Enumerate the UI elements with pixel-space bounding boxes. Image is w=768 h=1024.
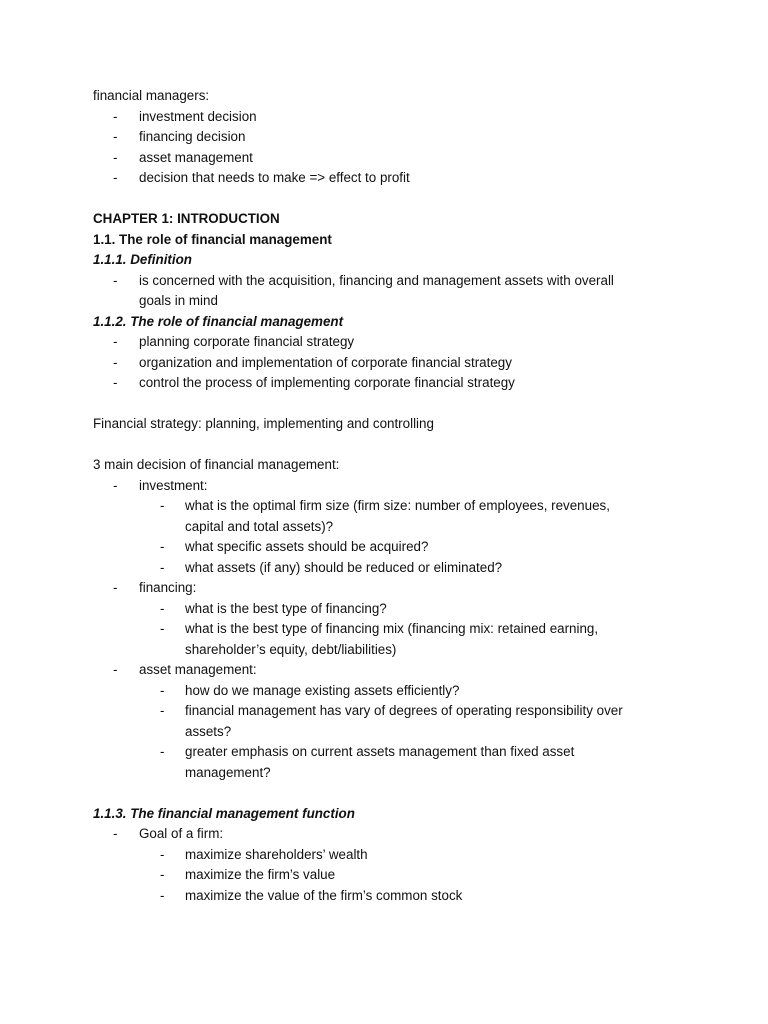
goal-label: Goal of a firm:	[139, 826, 224, 841]
section-title: 1.1. The role of financial management	[93, 232, 332, 247]
bullet-dash: -	[160, 867, 165, 882]
asset-management-question: how do we manage existing assets efficiently?	[185, 683, 460, 698]
asset-management-question-continued: management?	[185, 765, 271, 780]
bullet-dash: -	[113, 150, 118, 165]
bullet-dash: -	[113, 355, 118, 370]
bullet-dash: -	[113, 478, 118, 493]
role-item: organization and implementation of corporate financial strategy	[139, 355, 512, 370]
bullet-dash: -	[113, 826, 118, 841]
asset-management-label: asset management:	[139, 662, 257, 677]
financing-question: what is the best type of financing?	[185, 601, 387, 616]
bullet-dash: -	[113, 375, 118, 390]
investment-label: investment:	[139, 478, 208, 493]
financing-question-continued: shareholder’s equity, debt/liabilities)	[185, 642, 397, 657]
chapter-title: CHAPTER 1: INTRODUCTION	[93, 211, 280, 226]
goal-item: maximize the firm’s value	[185, 867, 336, 882]
bullet-dash: -	[160, 560, 165, 575]
bullet-dash: -	[113, 334, 118, 349]
definition-text: is concerned with the acquisition, financing and management assets with overall	[139, 273, 614, 288]
bullet-dash: -	[160, 601, 165, 616]
bullet-dash: -	[113, 580, 118, 595]
asset-management-question: financial management has vary of degrees of operating responsibility over	[185, 703, 623, 718]
bullet-dash: -	[160, 703, 165, 718]
subsection-title-function: 1.1.3. The financial management function	[93, 806, 355, 821]
intro-item: asset management	[139, 150, 253, 165]
investment-question: what specific assets should be acquired?	[185, 539, 429, 554]
main-decisions-heading: 3 main decision of financial management:	[93, 457, 340, 472]
bullet-dash: -	[113, 662, 118, 677]
definition-text-continued: goals in mind	[139, 293, 218, 308]
asset-management-question: greater emphasis on current assets management than fixed asset	[185, 744, 575, 759]
strategy-line: Financial strategy: planning, implementing and controlling	[93, 416, 434, 431]
investment-question-continued: capital and total assets)?	[185, 519, 334, 534]
investment-question: what assets (if any) should be reduced or eliminated?	[185, 560, 503, 575]
bullet-dash: -	[160, 539, 165, 554]
bullet-dash: -	[160, 621, 165, 636]
bullet-dash: -	[113, 273, 118, 288]
intro-heading: financial managers:	[93, 88, 210, 103]
bullet-dash: -	[160, 498, 165, 513]
financing-label: financing:	[139, 580, 197, 595]
subsection-title-definition: 1.1.1. Definition	[93, 252, 192, 267]
subsection-title-role: 1.1.2. The role of financial management	[93, 314, 344, 329]
bullet-dash: -	[160, 888, 165, 903]
bullet-dash: -	[160, 847, 165, 862]
intro-item: investment decision	[139, 109, 257, 124]
bullet-dash: -	[113, 129, 118, 144]
bullet-dash: -	[113, 109, 118, 124]
goal-item: maximize shareholders’ wealth	[185, 847, 368, 862]
role-item: planning corporate financial strategy	[139, 334, 355, 349]
asset-management-question-continued: assets?	[185, 724, 232, 739]
bullet-dash: -	[160, 744, 165, 759]
intro-item: decision that needs to make => effect to profit	[139, 170, 410, 185]
role-item: control the process of implementing corporate financial strategy	[139, 375, 515, 390]
investment-question: what is the optimal firm size (firm size: number of employees, revenues,	[185, 498, 610, 513]
intro-item: financing decision	[139, 129, 246, 144]
bullet-dash: -	[160, 683, 165, 698]
financing-question: what is the best type of financing mix (financing mix: retained earning,	[185, 621, 599, 636]
bullet-dash: -	[113, 170, 118, 185]
goal-item: maximize the value of the firm’s common stock	[185, 888, 463, 903]
